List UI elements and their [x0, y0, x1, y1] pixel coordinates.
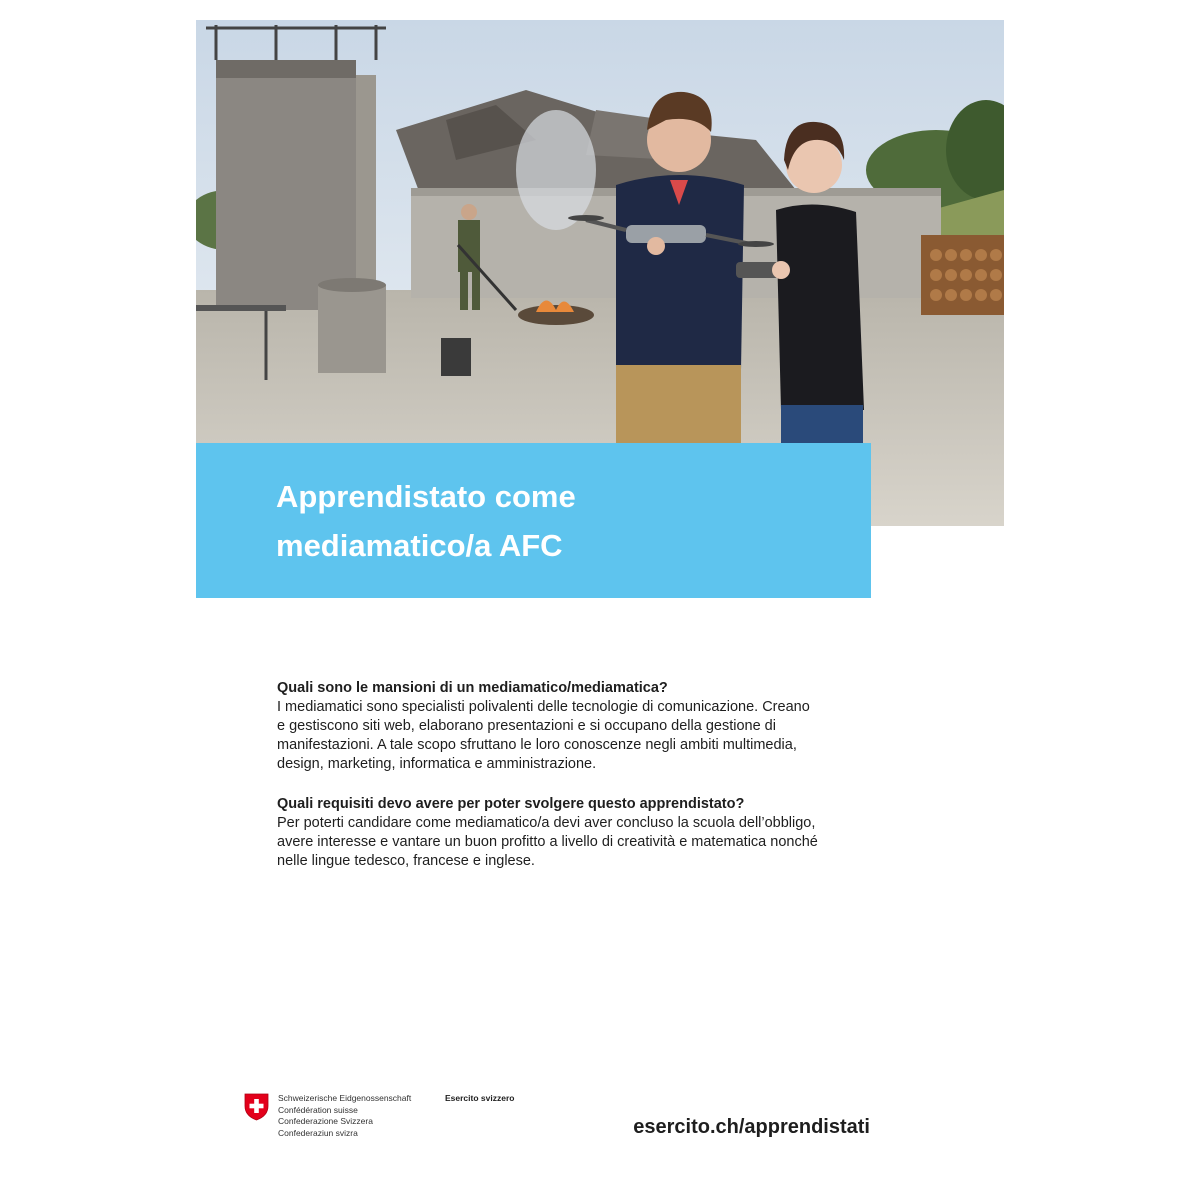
department-name: Esercito svizzero: [445, 1093, 515, 1103]
section-answer-line: manifestazioni. A tale scopo sfruttano le loro conoscenze negli ambiti multimedia,: [277, 737, 797, 753]
federation-name-rm: Confederaziun svizra: [278, 1127, 358, 1138]
section-question: Quali sono le mansioni di un mediamatico/mediamatica?: [277, 680, 668, 696]
section-answer-line: avere interesse e vantare un buon profitto a livello di creatività e matematica nonché: [277, 834, 818, 850]
federation-names: [278, 1093, 411, 1139]
section-answer-line: e gestiscono siti web, elaborano presentazioni e si occupano della gestione di: [277, 718, 776, 734]
page-title-line-1: Apprendistato come: [276, 479, 576, 514]
website-link[interactable]: esercito.ch/apprendistati: [633, 1116, 870, 1138]
section-answer-line: Per poterti candidare come mediamatico/a devi aver concluso la scuola dell’obbligo,: [277, 815, 816, 831]
federation-name-de: Schweizerische Eidgenossenschaft: [278, 1093, 412, 1103]
swiss-shield-icon: [244, 1093, 269, 1126]
section-question: Quali requisiti devo avere per poter svolgere questo apprendistato?: [277, 796, 745, 812]
federation-name-it: Confederazione Svizzera: [278, 1116, 373, 1126]
section-answer-line: I mediamatici sono specialisti polivalenti delle tecnologie di comunicazione. Creano: [277, 699, 810, 715]
federation-name-fr: Confédération suisse: [278, 1104, 358, 1115]
title-banner: [196, 443, 871, 598]
section-answer-line: nelle lingue tedesco, francese e inglese.: [277, 853, 535, 869]
body-content: [277, 679, 857, 871]
section-answer-line: design, marketing, informatica e amministrazione.: [277, 756, 597, 772]
page-title-line-2: mediamatico/a AFC: [276, 528, 563, 563]
